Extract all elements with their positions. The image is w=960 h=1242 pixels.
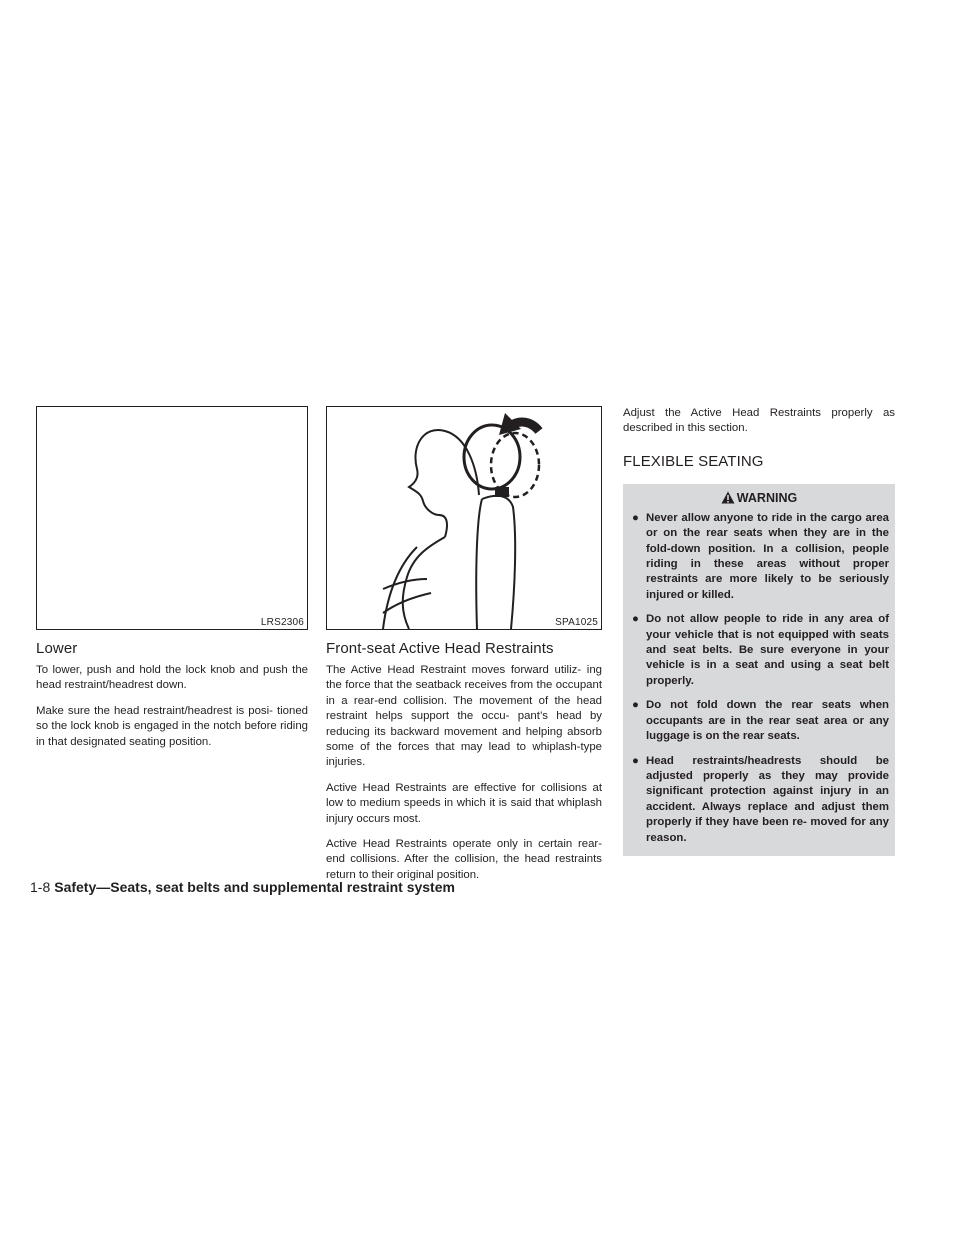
warning-triangle-icon [721,491,735,504]
warning-list [629,511,889,846]
warning-box [623,484,895,856]
paragraph: Active Head Restraints are effective for collisions at low to medium speeds in which it is said that whiplash injury occurs most. [326,781,602,825]
warning-item [629,698,889,744]
bullet-icon: ● [632,754,639,767]
warning-item [629,754,889,846]
paragraph: The Active Head Restraint moves forward utiliz- ing the force that the seatback receives from the occupant in a rear-end collision. The movement of the head restraint helps support the occu- pant’s head by reducing its backward movement and helping absorb some of the forces that may lead to whiplash-type injuries. [326,664,602,769]
paragraph: Active Head Restraints operate only in certain rear-end collisions. After the collision, the head restraints return to their original position. [326,838,602,881]
warning-title [629,491,889,505]
footer-title: Safety—Seats, seat belts and supplemental restraint system [54,879,455,895]
column-right [623,406,895,856]
heading-flexible-seating: FLEXIBLE SEATING [623,452,764,470]
paragraph: Make sure the head restraint/headrest is posi- tioned so the lock knob is engaged in the notch before riding in that designated seating position. [36,704,308,748]
page-number: 1-8 [30,879,51,895]
warning-item-text: Do not fold down the rear seats when occupants are in the rear seat area or any luggage is on the rear seats. [646,699,889,743]
figure-label: LRS2306 [260,617,304,628]
warning-item [629,511,889,603]
paragraph-intro: Adjust the Active Head Restraints properly as described in this section. [623,407,895,435]
warning-item-text: Do not allow people to ride in any area of your vehicle that is not equipped with seats and seat belts. Be sure everyone in your vehicle is in a seat and using a seat belt properly. [646,613,889,687]
warning-title-text: WARNING [736,490,798,505]
paragraph: To lower, push and hold the lock knob and push the head restraint/headrest down. [36,664,308,692]
figure-label: SPA1025 [555,617,598,628]
head-restraint-illustration [327,407,601,629]
page-footer [30,879,455,895]
warning-item-text: Never allow anyone to ride in the cargo area or on the rear seats when they are in the fold-down position. In a collision, people riding in these areas without proper restraints are more likely to be seriously injured or killed. [646,511,889,601]
bullet-icon: ● [632,699,639,712]
figure-lower [36,406,308,630]
figure-active-head-restraint [326,406,602,630]
heading-lower: Lower [36,640,78,657]
bullet-icon: ● [632,613,639,626]
warning-item-text: Head restraints/headrests should be adjusted properly as they may provide significant protection against injury in an accident. Always replace and adjust them properly if they have been re- moved for any reason. [646,754,889,844]
column-left [36,406,308,760]
column-middle [326,406,602,893]
warning-item [629,612,889,689]
bullet-icon: ● [632,511,639,524]
heading-active-head-restraints: Front-seat Active Head Restraints [326,640,554,657]
